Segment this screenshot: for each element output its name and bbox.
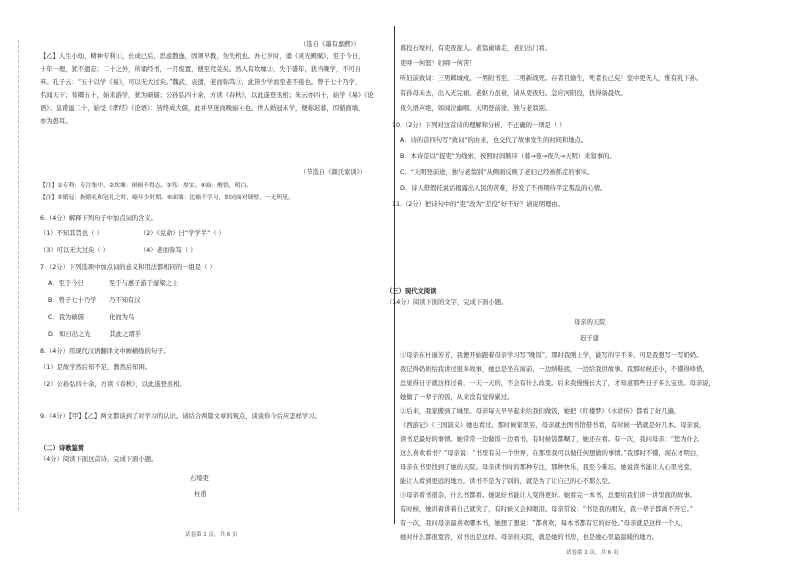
q6-item: （4）老而弥笃（ ） (140, 247, 197, 254)
question-9: 9.（4分）【甲】【乙】两文都谈到了对学习的认识。请结合两篇文章的观点，谈谈你今后应怎样学习。 (40, 413, 321, 420)
question-10: 10.（2分）下列对这首诗的理解和分析，不正确的一项是（ ） (392, 122, 566, 129)
q8-item: （2）公孙弘四十余，方读《春秋》，以此遂登丞相。 (40, 381, 186, 388)
essay-line: 总觉得日子就这样过着，一天一天的，不会有什么改变。后来我慢慢长大了，才知道那些日子多么宝贵。母亲说， (400, 380, 715, 387)
section-intro: （14分）阅读下面的文字，完成下面小题。 (386, 299, 508, 306)
poem-line: 暮投石壕村，有吏夜捉人。老翁逾墙走，老妇出门看。 (400, 45, 552, 52)
poem-line: 吏呼一何怒！妇啼一何苦！ (400, 60, 476, 67)
essay-line: ①母亲在杜丽芳芳，我便开始跟着母亲学习写“晚饭”，那时我刚上学，能写的字不多，可是我想写一写奶奶。 (400, 352, 703, 359)
essay-line: 《西游记》《三国演义》她也看过。那时候家里穷，母亲就去图书馆借书看，有时候一借就是好几本。母亲说， (400, 422, 706, 429)
page-number: 试卷第 1 页，共 6 页 (185, 532, 238, 538)
essay-line: 这么喜欢看书？”母亲说：“书里有另一个世界，在那里我可以做任何想做的事情。”我那时不懂，现在才明白， (400, 450, 703, 457)
poem-line: 有孙母未去，出入无完裙。老妪力虽衰，请从吏夜归。急应河阳役，犹得备晨炊。 (400, 90, 627, 97)
annotation: 【注】①专利：专注集中。②坎壈：困顿不得志。③笃：厚实。④寤：醒悟，明白。 (40, 183, 253, 189)
page-divider (394, 26, 395, 524)
option-b: B．曾子七十乃学 乃不知有汉 (48, 297, 141, 304)
option-c: C．“天明登前途，独与老翁别”从侧面反映了老妇已经被抓走的事实。 (400, 169, 594, 176)
option-a: A．至于今日 至于与惠子游于濠梁之上 (48, 280, 179, 287)
question-6: 6.（4分）解释下列句子中加点词的含义。 (40, 215, 158, 222)
source-note: （节选自《颜氏家训》） (300, 169, 367, 176)
essay-line: 读书是最好的事情。她常常一边做饭一边看书，有时候饭都糊了，她还在看。有一次，我问母亲：“您为什么 (400, 436, 700, 443)
option-a: A．诗的首四句写“致词”的由来，也交代了故事发生的时间和地点。 (400, 137, 588, 144)
section-intro: （4分）阅读下面这首诗，完成下面小题。 (40, 456, 158, 463)
binding-line (18, 40, 20, 510)
option-d: D．诗人借假托说话揭露出人民的苦难，抒发了不再期待平定叛乱的心情。 (400, 185, 607, 192)
essay-line: 她对什么都很宽容，对书也是这样。母亲的天院，就是她的书房，也是她心里最温暖的地方。 (400, 534, 659, 541)
annotation: 【注】⑤婚冠：指婚礼和冠礼之时，喻年少时期。⑥面墙：比喻不学习，如同面对墙壁，一无所见。 (40, 195, 294, 201)
option-c: C．我为硕儒 化而为鸟 (48, 314, 135, 321)
q6-item: （2）《兑命》曰“学学半”（ ） (140, 230, 225, 237)
text-line: 语》；皇甫谧二十，始受《孝经》《论语》：皆终成大儒，此并早迷而晚寤④也。世人婚冠未学，便称迟暮，因循面墙， (40, 105, 365, 112)
essay-line: 有时候，她讲着讲着自己就笑了，有时候又会掉眼泪。母亲常说：“书是我的朋友，我一辈子都离不开它。” (400, 506, 693, 513)
source-note: （选自《墨有嘉鮳》） (300, 41, 360, 48)
q8-item: （1）是故学然后知不足，教然后知困。 (40, 364, 152, 371)
poem-line: 夜久语声绝，如闻泣幽咽。天明登前途，独与老翁别。 (400, 105, 552, 112)
poem-author: 杜甫 (194, 491, 207, 498)
section-heading: （二）诗歌鉴赏 (40, 445, 85, 452)
essay-line: 母亲在书里找到了她的天院。母亲读书时的那种专注，那种快乐，我至今难忘。她说读书能让人心里亮堂， (400, 464, 696, 471)
option-b: B．本诗是以“捉吏”为线索，按照时间顺序（暮→夜→夜久→天明）来叙事的。 (400, 153, 616, 160)
q6-item: （1）不知其旨也（ ） (40, 230, 103, 237)
essay-line: 她做了一辈子的饭，从来没有觉得累过。 (400, 394, 514, 401)
essay-line: ②后来，我家搬到了城里。母亲每天早早起来给我们做饭，她把《红楼梦》《水浒传》都看了好几遍， (400, 408, 681, 415)
essay-line: 我记得奶奶给我讲过很多故事，她总是坐在窗前，一边纳鞋底，一边给我讲故事。我那时候还小，不懂得珍惜， (400, 366, 709, 373)
essay-author: 迟子建 (580, 335, 599, 342)
page-number: 试卷第 2 页，共 6 页 (566, 550, 619, 556)
text-line: 【乙】人生小幼，精神专利①，长成已后，思虑散逸，固须早教，勿失机也。吾七岁时，诵《灵光殿赋》，至于今日， (40, 53, 365, 60)
essay-line: 有一次，我问母亲最喜欢哪本书，她想了想说：“都喜欢，每本书都有它的好处。”母亲就是这样一个人， (400, 520, 687, 527)
text-line: 名闻天下；荀卿五十，始来游学，犹为硕儒；公孙弘四十余，方读《春秋》，以此遂登丞相；朱云亦四十，始学《易》《论 (40, 92, 374, 99)
poem-title: 石壕吏 (190, 475, 209, 482)
text-line: 十年一理，犹不遗忘；二十之外，所诵经书，一月废置，便至荒芜矣。然人有坎壈②，失于盛年，犹当晚学，不可自 (40, 66, 362, 73)
option-d: D．如日出之光 其此之谓乎 (48, 331, 142, 338)
q6-item: （3）可以无大过矣（ ） (40, 247, 109, 254)
essay-title: 母亲的天院 (574, 319, 606, 326)
poem-line: 听妇前致词：三男邺城戍。一男附书至，二男新战死。存者且偷生，死者长已矣！室中更无人，惟有乳下孙。 (400, 75, 703, 82)
question-8: 8.（4分）用现代汉语翻译文中画横线的句子。 (40, 348, 170, 355)
question-11: 11.（2分）把诗句中的“吏”改为“差役”好不好？请说明理由。 (392, 201, 564, 208)
section-heading: （三）现代文阅读 (386, 288, 437, 295)
text-line: 亦为愚耳。 (40, 118, 72, 125)
essay-line: 能让人看到更远的地方。读书不是为了别的，就是为了让自己的心不那么空。 (400, 478, 615, 485)
text-line: 弃。孔子云：“五十以学《易》，可以无大过矣。”魏武、袁遗，老而弥笃③，此皆少学而至老不倦也。曾子七十乃学， (40, 79, 362, 86)
essay-line: ③母亲看书很杂，什么书都看。她说好书能让人变得更好。她看完一本书，总要给我们讲一讲里面的故事。 (400, 492, 696, 499)
question-7: 7.（2分）下列选项中加点词的意义和用法都相同的一组是（ ） (40, 264, 216, 271)
